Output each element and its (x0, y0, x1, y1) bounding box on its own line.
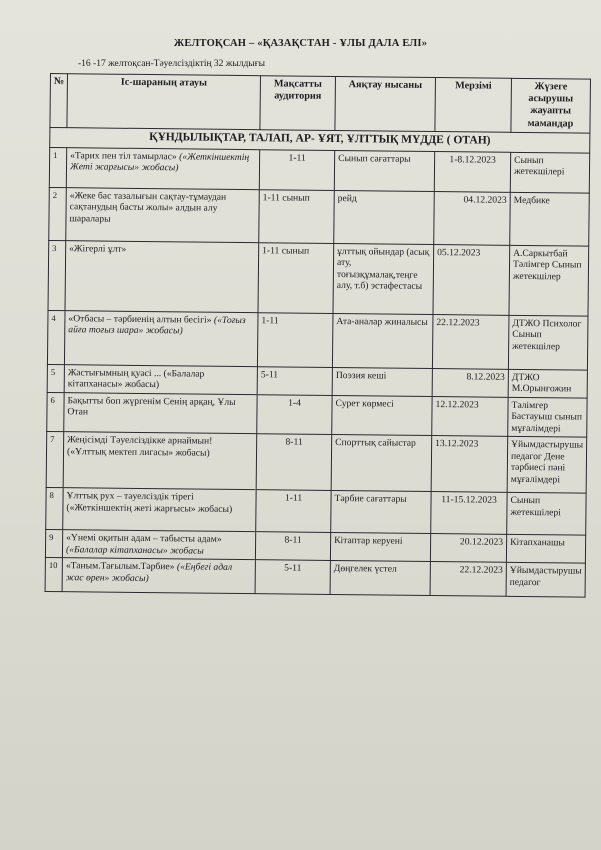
row-audience: 1-4 (257, 395, 332, 435)
row-event-project: («Еңбегі адал жас өрен» жобасы) (65, 561, 233, 584)
row-responsible: Тәлімгер Бастауыш сынып мұғалімдері (508, 397, 587, 437)
row-num: 7 (46, 432, 64, 488)
page-subtitle: -16 -17 желтоқсан-Тәуелсіздіктің 32 жылдығы (78, 59, 265, 69)
row-form: Сурет көрмесі (332, 395, 432, 436)
table-row (45, 558, 585, 598)
row-num: 9 (45, 530, 62, 558)
row-responsible: Кітапханашы (506, 535, 585, 564)
row-audience: 8-11 (256, 434, 332, 491)
table-row (47, 310, 588, 370)
row-form: Кітаптар керуені (330, 533, 430, 562)
row-num: 4 (47, 310, 65, 364)
row-date: 05.12.2023 (433, 244, 510, 315)
row-form: Поэзия кеші (332, 367, 432, 396)
section-heading: ҚҰНДЫЛЫҚТАР, ТАЛАП, АР- ҰЯТ, ҰЛТТЫҚ МҮДДЕ ( ОТАН) (50, 127, 590, 153)
row-form: Спорттық сайыстар (331, 435, 432, 492)
events-table (45, 73, 591, 598)
table-row (49, 147, 589, 193)
row-responsible: ДТЖО М.Орынғожин (508, 369, 587, 398)
row-event: Ұлттық рух – тәуелсіздік тірегі («Жеткіншектің жеті жарғысы» жобасы) (63, 488, 256, 532)
row-event: Жастығымның қуәсі ... («Балалар кітапханасы» жобасы) (64, 365, 257, 395)
row-responsible: Ұйымдастырушы педагог (506, 563, 585, 598)
row-event: «Жігерлі ұлт» (65, 241, 259, 313)
row-event-project: («Тоғыз айға тоғыз шара» жобасы) (68, 314, 246, 337)
table-row (49, 187, 590, 246)
row-audience: 1-11 сынып (259, 190, 335, 244)
row-num: 1 (49, 147, 66, 187)
row-num: 10 (45, 558, 62, 592)
row-audience: 8-11 (255, 532, 330, 561)
row-event: «Тарих пен тіл тамырлас» («Жеткіншектің Жеті жарғысы» жобасы) (66, 148, 259, 190)
row-audience: 5-11 (257, 367, 332, 396)
header-date: Мерзімі (435, 78, 512, 133)
row-num: 8 (46, 488, 63, 530)
row-responsible: Сынып жетекшілері (507, 493, 586, 536)
row-num: 3 (48, 240, 66, 310)
row-event: Бақытты боп жүргенім Сенің арқаң, Ұлы Отан (64, 393, 257, 435)
header-row (50, 74, 591, 134)
row-num: 6 (47, 392, 64, 432)
page-title: ЖЕЛТОҚСАН – «ҚАЗАҚСТАН - ҰЛЫ ДАЛА ЕЛІ» (173, 38, 428, 49)
row-audience: 1-11 (257, 313, 333, 368)
row-event-project: («Жеткіншектің Жеті жарғысы» жобасы) (69, 151, 250, 174)
header-form: Аяқтау нысаны (335, 76, 436, 131)
row-date: 13.12.2023 (431, 436, 508, 493)
table-row (46, 432, 587, 494)
row-date: 04.12.2023 (434, 191, 511, 245)
row-responsible: Медбике (510, 192, 590, 246)
row-responsible: Ұйымдастырушы педагог Дене тәрбиесі пәні мұғалімдері (507, 437, 587, 494)
row-num: 5 (47, 364, 64, 392)
header-audience: Мақсатты аудитория (260, 76, 336, 131)
table-row (47, 392, 587, 437)
row-responsible: Сынып жетекшілері (510, 152, 589, 193)
row-form: рейд (334, 190, 435, 244)
row-date: 8.12.2023 (432, 368, 508, 397)
row-form: Дөңгелек үстел (330, 561, 430, 596)
row-audience: 1-11 (259, 150, 334, 191)
row-event: «Жеке бас тазалығын сақтау-тұмаудан сақтанудың басты жолы» алдын алу шаралары (66, 188, 260, 243)
row-event: «Таным.Тағылым.Тәрбие» («Еңбегі адал жас өрен» жобасы) (62, 558, 255, 594)
row-form: Сынып сағаттары (334, 150, 434, 191)
row-event: «Үнемі оқитын адам – табысты адам» («Балалар кітапханасы» жобасы (62, 530, 255, 560)
row-date: 22.12.2023 (432, 314, 509, 369)
row-audience: 1-11 сынып (258, 243, 334, 314)
header-num: № (50, 74, 68, 128)
row-responsible: А.Саркытбай Тәлімгер Сынып жетекшілер (509, 245, 589, 316)
row-date: 11-15.12.2023 (431, 492, 507, 535)
row-date: 20.12.2023 (430, 534, 506, 563)
header-responsible: Жүзеге асырушы жауапты мамандар (511, 78, 591, 133)
table-row (48, 240, 589, 316)
row-form: Тәрбие сағаттары (331, 491, 431, 534)
row-event-project: («Балалар кітапханасы» жобасы (65, 544, 204, 557)
row-date: 22.12.2023 (430, 562, 506, 597)
table-row (46, 488, 586, 536)
row-audience: 5-11 (255, 560, 330, 595)
row-date: 1-8.12.2023 (434, 151, 510, 192)
row-audience: 1-11 (256, 490, 331, 533)
row-num: 2 (49, 187, 67, 240)
row-event: «Отбасы – тәрбиенің алтын бесігі» («Тоғыз айға тоғыз шара» жобасы) (64, 311, 258, 367)
row-date: 12.12.2023 (432, 396, 508, 436)
row-event: Жеңісімді Тәуелсіздікке арнаймын! («Ұлттық мектеп лигасы» жобасы) (63, 432, 257, 490)
row-responsible: ДТЖО Психолог Сынып жетекшілер (508, 315, 588, 370)
row-form: Ата-аналар жиналысы (332, 313, 433, 368)
row-form: ұлттық ойындар (асық ату, тоғызқұмалақ,теңге алу, т.б) эстафестасы (333, 243, 434, 314)
header-event: Іс-шараның атауы (67, 74, 261, 130)
